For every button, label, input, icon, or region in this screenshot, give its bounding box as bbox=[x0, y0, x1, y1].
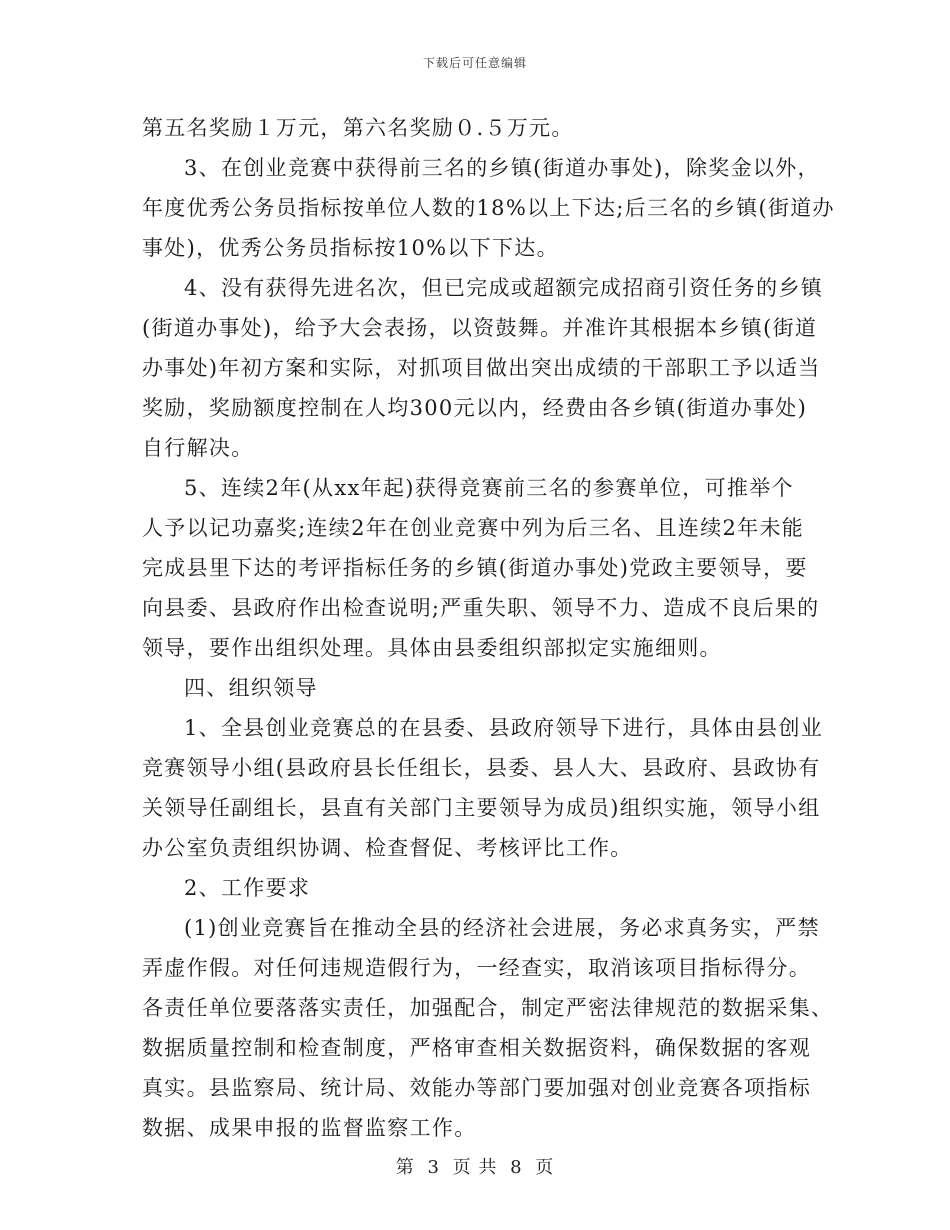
text-line: 3、在创业竞赛中获得前三名的乡镇(街道办事处)，除奖金以外， bbox=[184, 156, 820, 180]
text-line: 关领导任副组长，县直有关部门主要领导为成员)组织实施，领导小组 bbox=[142, 796, 821, 820]
text-line: 事处)，优秀公务员指标按10%以下下达。 bbox=[142, 236, 559, 260]
text-line: 竞赛领导小组(县政府县长任组长，县委、县人大、县政府、县政协有 bbox=[142, 756, 821, 780]
text-line: 办事处)年初方案和实际，对抓项目做出突出成绩的干部职工予以适当 bbox=[142, 356, 821, 380]
text-line: 各责任单位要落落实责任，加强配合，制定严密法律规范的数据采集、 bbox=[142, 996, 834, 1020]
text-line: 数据质量控制和检查制度，严格审查相关数据资料，确保数据的客观 bbox=[142, 1036, 811, 1060]
page-current: 3 bbox=[427, 1157, 440, 1178]
page-label-suffix: 页 bbox=[535, 1157, 555, 1178]
text-line: 自行解决。 bbox=[142, 436, 254, 460]
text-line: 奖励，奖励额度控制在人均300元以内，经费由各乡镇(街道办事处) bbox=[142, 396, 808, 420]
text-line: 年度优秀公务员指标按单位人数的18%以上下达;后三名的乡镇(街道办 bbox=[142, 196, 835, 220]
text-line: 4、没有获得先进名次，但已完成或超额完成招商引资任务的乡镇 bbox=[184, 276, 824, 300]
page-header: 下载后可任意编辑 bbox=[422, 56, 527, 70]
text-line: 数据、成果申报的监督监察工作。 bbox=[142, 1116, 477, 1140]
text-line: 完成县里下达的考评指标任务的乡镇(街道办事处)党政主要领导，要 bbox=[142, 556, 808, 580]
text-line: (1)创业竞赛旨在推动全县的经济社会进展，务必求真务实，严禁 bbox=[184, 916, 820, 940]
subsection-heading: 2、工作要求 bbox=[184, 876, 311, 900]
text-line: 向县委、县政府作出检查说明;严重失职、领导不力、造成不良后果的 bbox=[142, 596, 820, 620]
text-line: 5、连续2年(从xx年起)获得竞赛前三名的参赛单位，可推举个 bbox=[184, 476, 794, 500]
text-line: 第五名奖励１万元，第六名奖励０.５万元。 bbox=[142, 116, 574, 140]
document-body bbox=[142, 108, 835, 1148]
text-line: (街道办事处)，给予大会表扬，以资鼓舞。并准许其根据本乡镇(街道 bbox=[142, 316, 818, 340]
text-line: 领导，要作出组织处理。具体由县委组织部拟定实施细则。 bbox=[142, 636, 722, 660]
text-line: 弄虚作假。对任何违规造假行为，一经查实，取消该项目指标得分。 bbox=[142, 956, 811, 980]
section-heading: 四、组织领导 bbox=[184, 676, 318, 700]
text-line: 人予以记功嘉奖;连续2年在创业竞赛中列为后三名、且连续2年未能 bbox=[142, 516, 805, 540]
page-total: 8 bbox=[510, 1157, 523, 1178]
page-label-middle: 页 共 bbox=[452, 1157, 498, 1178]
text-line: 真实。县监察局、统计局、效能办等部门要加强对创业竞赛各项指标 bbox=[142, 1076, 811, 1100]
page-footer bbox=[0, 1153, 950, 1179]
text-line: 1、全县创业竞赛总的在县委、县政府领导下进行，具体由县创业 bbox=[184, 716, 824, 740]
page-label-prefix: 第 bbox=[395, 1157, 415, 1178]
text-line: 办公室负责组织协调、检查督促、考核评比工作。 bbox=[142, 836, 633, 860]
